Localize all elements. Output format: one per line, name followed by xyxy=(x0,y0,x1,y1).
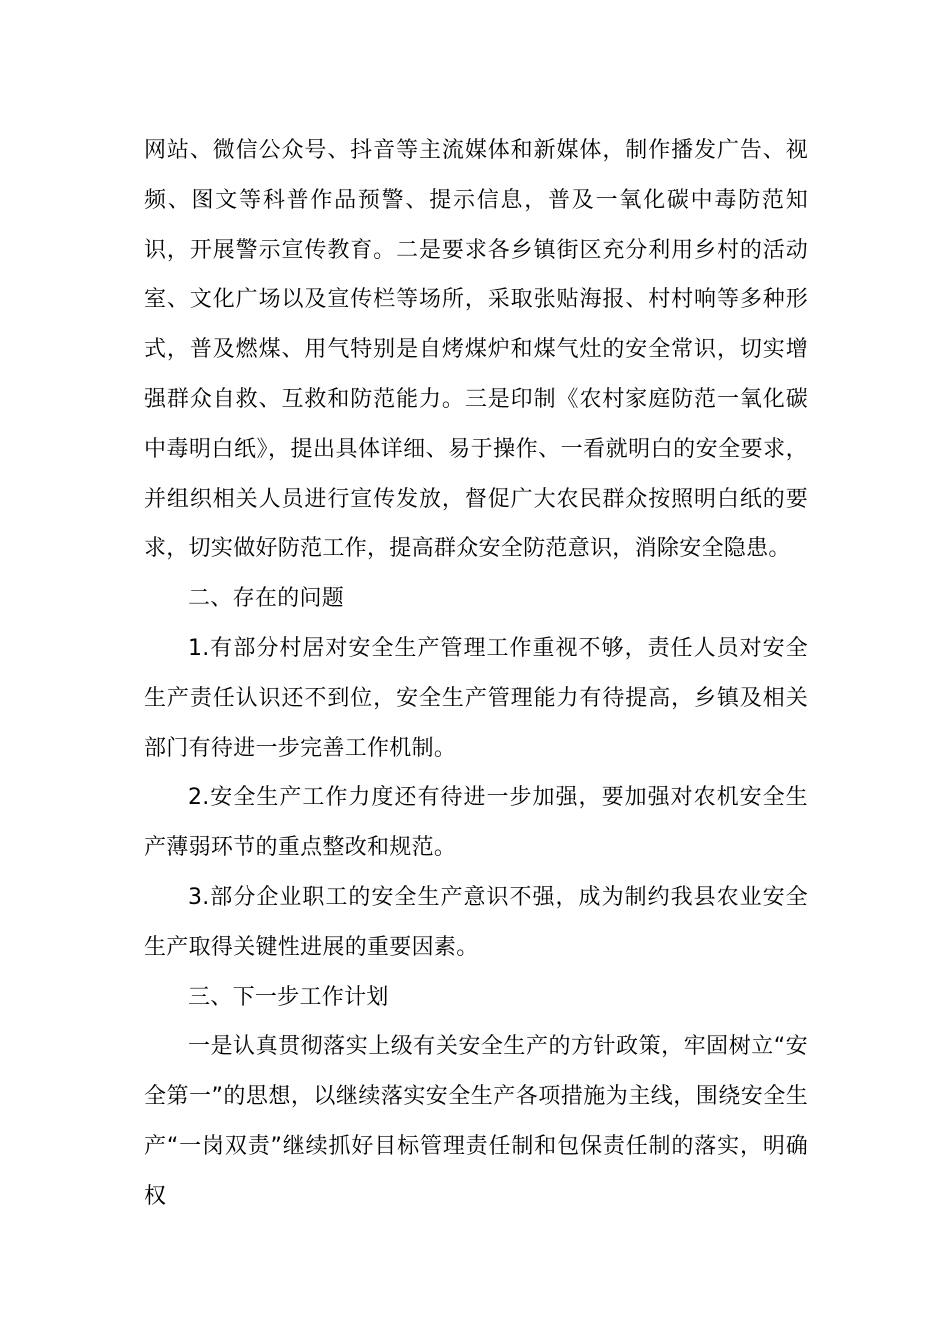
section-heading-next-steps: 三、下一步工作计划 xyxy=(188,984,389,1010)
paragraph-problem-1: 1.有部分村居对安全生产管理工作重视不够，责任人员对安全生产责任认识还不到位，安全生产管理能力有待提高，乡镇及相关部门有待进一步完善工作机制。 xyxy=(144,635,808,761)
paragraph-problem-3: 3.部分企业职工的安全生产意识不强，成为制约我县农业安全生产取得关键性进展的重要因素。 xyxy=(144,884,808,960)
paragraph-next-step-1: 一是认真贯彻落实上级有关安全生产的方针政策，牢固树立“安全第一”的思想，以继续落实安全生产各项措施为主线，围绕安全生产“一岗双责”继续抓好目标管理责任制和包保责任制的落实，明确权 xyxy=(144,1034,808,1209)
document-body xyxy=(144,126,808,1222)
paragraph-media-publicity: 网站、微信公众号、抖音等主流媒体和新媒体，制作播发广告、视频、图文等科普作品预警、提示信息，普及一氧化碳中毒防范知识，开展警示宣传教育。二是要求各乡镇街区充分利用乡村的活动室、文化广场以及宣传栏等场所，采取张贴海报、村村响等多种形式，普及燃煤、用气特别是自烤煤炉和煤气灶的安全常识，切实增强群众自救、互救和防范能力。三是印制《农村家庭防范一氧化碳中毒明白纸》，提出具体详细、易于操作、一看就明白的安全要求，并组织相关人员进行宣传发放，督促广大农民群众按照明白纸的要求，切实做好防范工作，提高群众安全防范意识，消除安全隐患。 xyxy=(144,138,808,562)
paragraph-problem-2: 2.安全生产工作力度还有待进一步加强，要加强对农机安全生产薄弱环节的重点整改和规范。 xyxy=(144,785,808,861)
section-heading-existing-problems: 二、存在的问题 xyxy=(188,586,345,612)
